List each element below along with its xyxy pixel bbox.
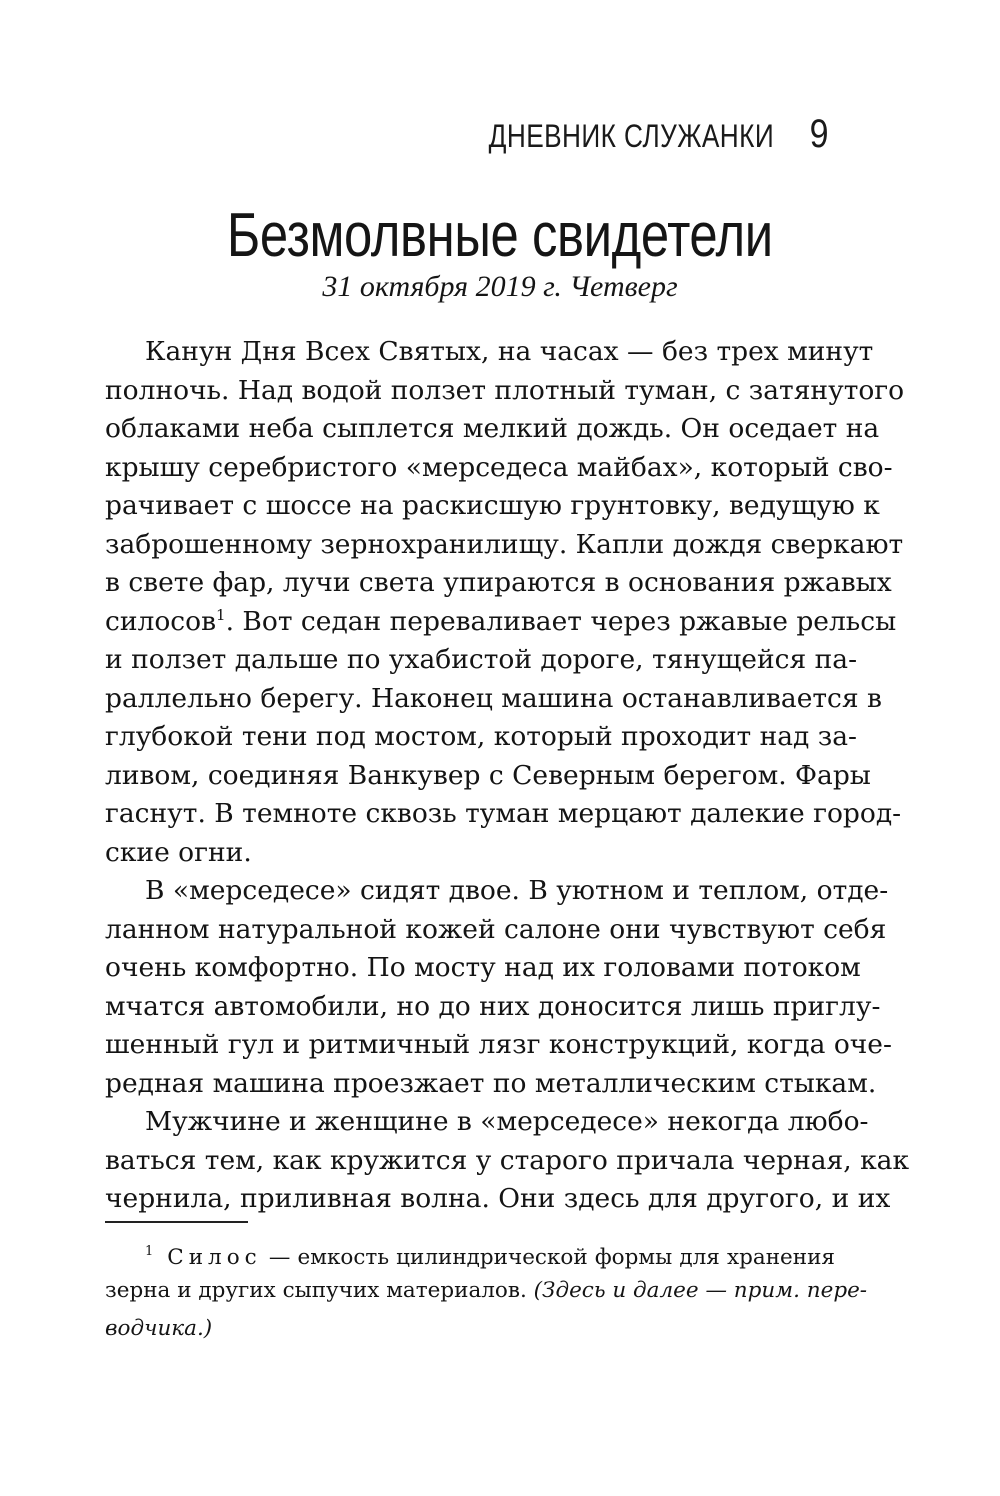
footnote-text: зерна и других сыпучих материалов. (105, 1277, 534, 1303)
text-line: В «мерседесе» сидят двое. В уютном и теплом, отде- (145, 875, 889, 906)
text-line: очень комфортно. По мосту над их головами потоком (105, 952, 861, 983)
footnote-term: Силос (167, 1245, 262, 1270)
text-line: Мужчине и женщине в «мерседесе» некогда любо- (145, 1106, 869, 1137)
footnote (105, 1236, 868, 1352)
text-line: Канун Дня Всех Святых, на часах — без трех минут (145, 336, 874, 367)
text-line: гаснут. В темноте сквозь туман мерцают далекие город- (105, 798, 902, 829)
text-line: ланном натуральной кожей салоне они чувствуют себя (105, 913, 887, 945)
text-line: крышу серебристого «мерседеса майбах», который сво- (105, 451, 893, 483)
text-fragment: силосов (105, 605, 217, 637)
footnote-line (105, 1275, 868, 1314)
text-line: глубокой тени под мостом, который проходит над за- (105, 721, 857, 752)
text-line: и ползет дальше по ухабистой дороге, тянущейся па- (105, 644, 858, 675)
text-line: мчатся автомобили, но до них доносится лишь приглу- (105, 990, 881, 1022)
footnote-divider (105, 1221, 248, 1223)
text-line: ваться тем, как кружится у старого причала черная, как (105, 1144, 910, 1176)
text-line: ливом, соединяя Ванкувер с Северным берегом. Фары (105, 759, 871, 791)
paragraph-2 (105, 872, 892, 1103)
page-number: 9 (809, 112, 829, 156)
running-head (426, 112, 830, 157)
text-line: шенный гул и ритмичный лязг конструкций, когда оче- (105, 1029, 892, 1060)
footnote-line (105, 1236, 835, 1275)
text-line: полночь. Над водой ползет плотный туман, с затянутого (105, 374, 905, 406)
footnote-mark: 1 (145, 1244, 154, 1259)
footnote-reference: 1 (216, 605, 226, 624)
running-title: ДНЕВНИК СЛУЖАНКИ (488, 118, 774, 154)
text-fragment: . Вот седан переваливает через ржавые рельсы (225, 605, 897, 637)
text-line-with-footnote (105, 603, 897, 642)
paragraph-3 (105, 1103, 910, 1219)
body-text (105, 333, 910, 1219)
text-line: заброшенному зернохранилищу. Капли дождя сверкают (105, 528, 904, 560)
text-line: ские огни. (105, 836, 252, 868)
text-line: в свете фар, лучи света упираются в основания ржавых (105, 567, 892, 598)
text-line: облаками неба сыплется мелкий дождь. Он оседает на (105, 413, 880, 444)
chapter-title (0, 200, 1000, 271)
paragraph-1 (105, 333, 905, 872)
text-line: рачивает с шоссе на раскисшую грунтовку, ведущую к (105, 490, 880, 521)
footnote-text: — емкость цилиндрической формы для хранения (261, 1245, 835, 1270)
text-line: раллельно берегу. Наконец машина останавливается в (105, 682, 882, 714)
footnote-line: водчика.) (105, 1316, 213, 1341)
text-line: редная машина проезжает по металлическим стыкам. (105, 1067, 877, 1099)
chapter-date: 31 октября 2019 г. Четверг (322, 270, 678, 303)
chapter-title-text: Безмолвные свидетели (227, 201, 773, 270)
footnote-italic-text: (Здесь и далее — прим. пере- (533, 1277, 868, 1303)
text-line: чернила, приливная волна. Они здесь для другого, и их (105, 1183, 891, 1214)
